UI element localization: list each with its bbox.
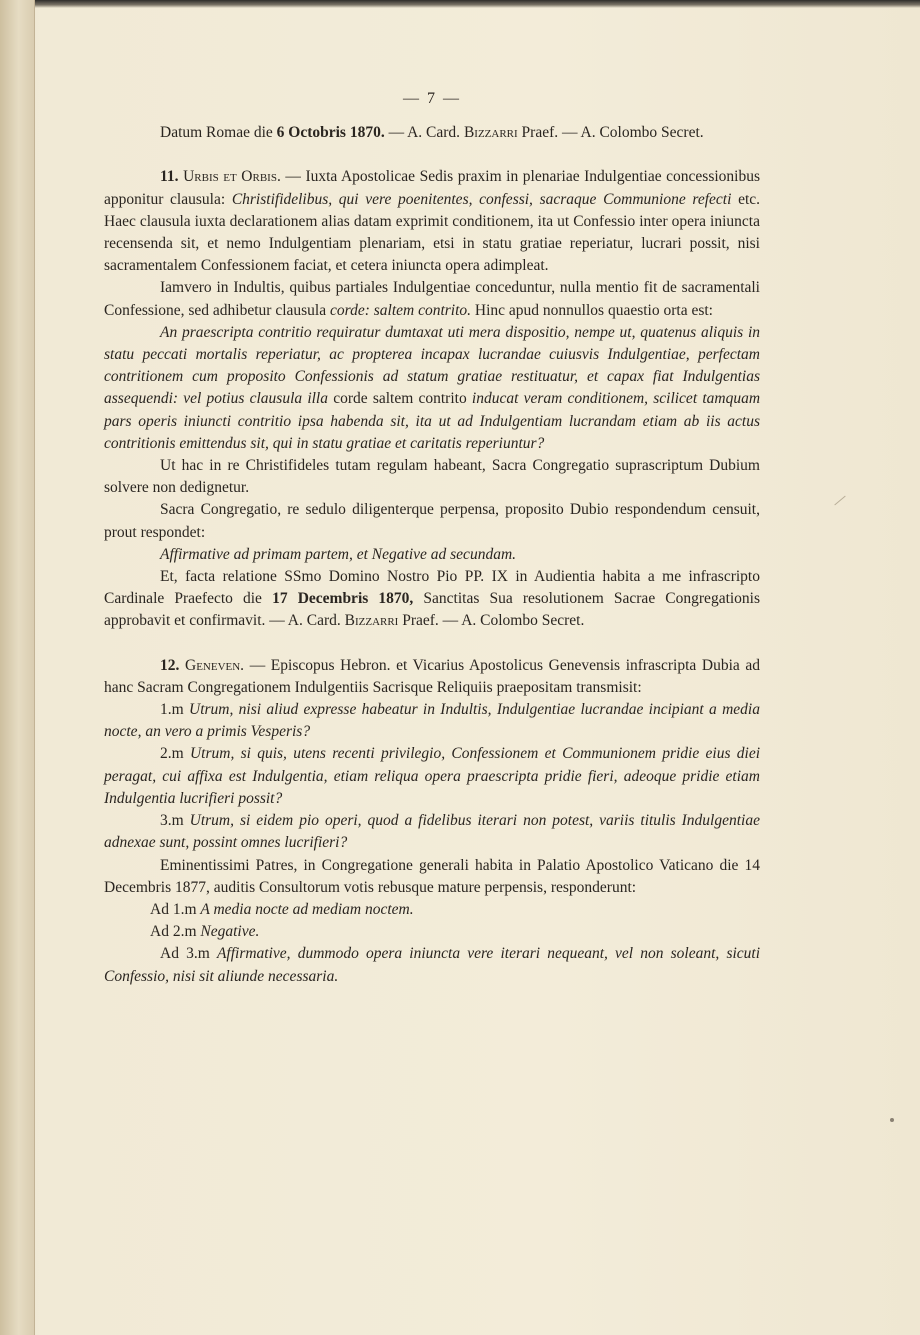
section-12-number: 12. <box>160 656 180 674</box>
section-11-title: Urbis et Orbis. <box>183 168 281 186</box>
response-2: Ad 2.m Negative. <box>150 923 260 941</box>
section-11-paragraph-1: 11. Urbis et Orbis. — Iuxta Apostolicae Sedis praxim in plenariae Indulgentiae concessionibus apponitur clausula: Christifidelibus, qui vere poenitentes, confessi, sacraque Communione refecti etc. Haec clausula iuxta declarationem alias datam exprimit conditionem, ita ut Confessio inter opera iniuncta recensenda sit, et nemo Indulgentiam plenariam, etsi in statu gratiae reperiatur, lucrari possit, nisi sacramentalem Confessionem faciat, et cetera iniuncta opera adimpleat. <box>104 168 761 275</box>
section-11-number: 11. <box>160 168 179 186</box>
section-11-question: An praescripta contritio requiratur dumtaxat uti mera dispositio, nempe ut, quatenus aliquis in statu peccati mortalis reperiatur, ac propterea incapax lucrandae cuiusvis Indulgentiae, perfectam contritionem cum proposito Confessionis ad statum gratiae restituatur, et capax fiat Indulgentias assequendi: vel potius clausula illa corde saltem contrito inducat veram conditionem, scilicet tamquam pars operis iniuncti contritio ipsa habenda sit, ita ut ad Indulgentiam lucrandam etiam ab iis actus contritionis emittendus sit, qui in statu gratiae et caritatis reperiuntur? <box>104 323 761 452</box>
section-11-response: Affirmative ad primam partem, et Negative ad secundam. <box>160 545 517 563</box>
section-12-title: Geneven. <box>185 656 245 674</box>
top-edge-shadow <box>0 0 920 8</box>
margin-ink-dot <box>890 1118 894 1122</box>
response-1: Ad 1.m A media nocte ad mediam noctem. <box>150 900 414 918</box>
section-11-paragraph-6: Et, facta relatione SSmo Domino Nostro Pio PP. IX in Audientia habita a me infrascripto Cardinale Praefecto die 17 Decembris 1870, Sanctitas Sua resolutionem Sacrae Congregationis approbavit et confirmavit. — A. Card. Bizzarri Praef. — A. Colombo Secret. <box>104 568 761 630</box>
page-number: — 7 — <box>403 90 461 107</box>
section-11-date: 17 Decembris 1870, <box>272 590 414 608</box>
datum-date: 6 Octobris 1870. <box>276 124 385 142</box>
margin-pencil-mark <box>834 496 845 506</box>
dubium-2: 2.m Utrum, si quis, utens recenti privilegio, Confessionem et Communionem pridie eius diei peragat, cui affixa est Indulgentia, etiam reliqua opera praescripta pridie fieri, adeoque pridie etiam Indulgentia lucrifieri possit? <box>104 745 760 807</box>
section-11-paragraph-3: Ut hac in re Christifideles tutam regulam habeant, Sacra Congregatio suprascriptum Dubium solvere non dedignetur. <box>104 457 760 497</box>
section-12-intro: 12. Geneven. — Episcopus Hebron. et Vicarius Apostolicus Genevensis infrascripta Dubia ad hanc Sacram Congregationem Indulgentiis Sacrisque Reliquiis praepositam transmisit: <box>104 656 761 696</box>
page-text <box>104 88 760 988</box>
response-3: Ad 3.m Affirmative, dummodo opera iniuncta vere iterari nequeant, vel non soleant, sicuti Confessio, nisi sit aliunde necessaria. <box>104 945 761 985</box>
dubium-3: 3.m Utrum, si eidem pio operi, quod a fidelibus iterari non potest, variis titulis Indulgentiae adnexae sunt, possint omnes lucrifieri? <box>104 812 760 852</box>
datum-paragraph: Datum Romae die 6 Octobris 1870. — A. Card. Bizzarri Praef. — A. Colombo Secret. <box>160 124 704 142</box>
section-11-paragraph-2: Iamvero in Indultis, quibus partiales Indulgentiae conceduntur, nulla mentio fit de sacramentali Confessione, sed adhibetur clausula corde: saltem contrito. Hinc apud nonnullos quaestio orta est: <box>104 279 760 319</box>
dubium-1: 1.m Utrum, nisi aliud expresse habeatur in Indultis, Indulgentiae lucrandae incipiant a media nocte, an vero a primis Vesperis? <box>104 701 760 741</box>
section-12-responses-intro: Eminentissimi Patres, in Congregatione generali habita in Palatio Apostolico Vaticano die 14 Decembris 1877, auditis Consultorum votis rebusque mature perpensis, responderunt: <box>104 856 760 896</box>
signatory-name: Bizzarri <box>463 124 518 142</box>
section-11-paragraph-4: Sacra Congregatio, re sedulo diligenterque perpensa, proposito Dubio respondendum censuit, prout respondet: <box>104 501 760 541</box>
left-page-gutter <box>0 0 35 1335</box>
